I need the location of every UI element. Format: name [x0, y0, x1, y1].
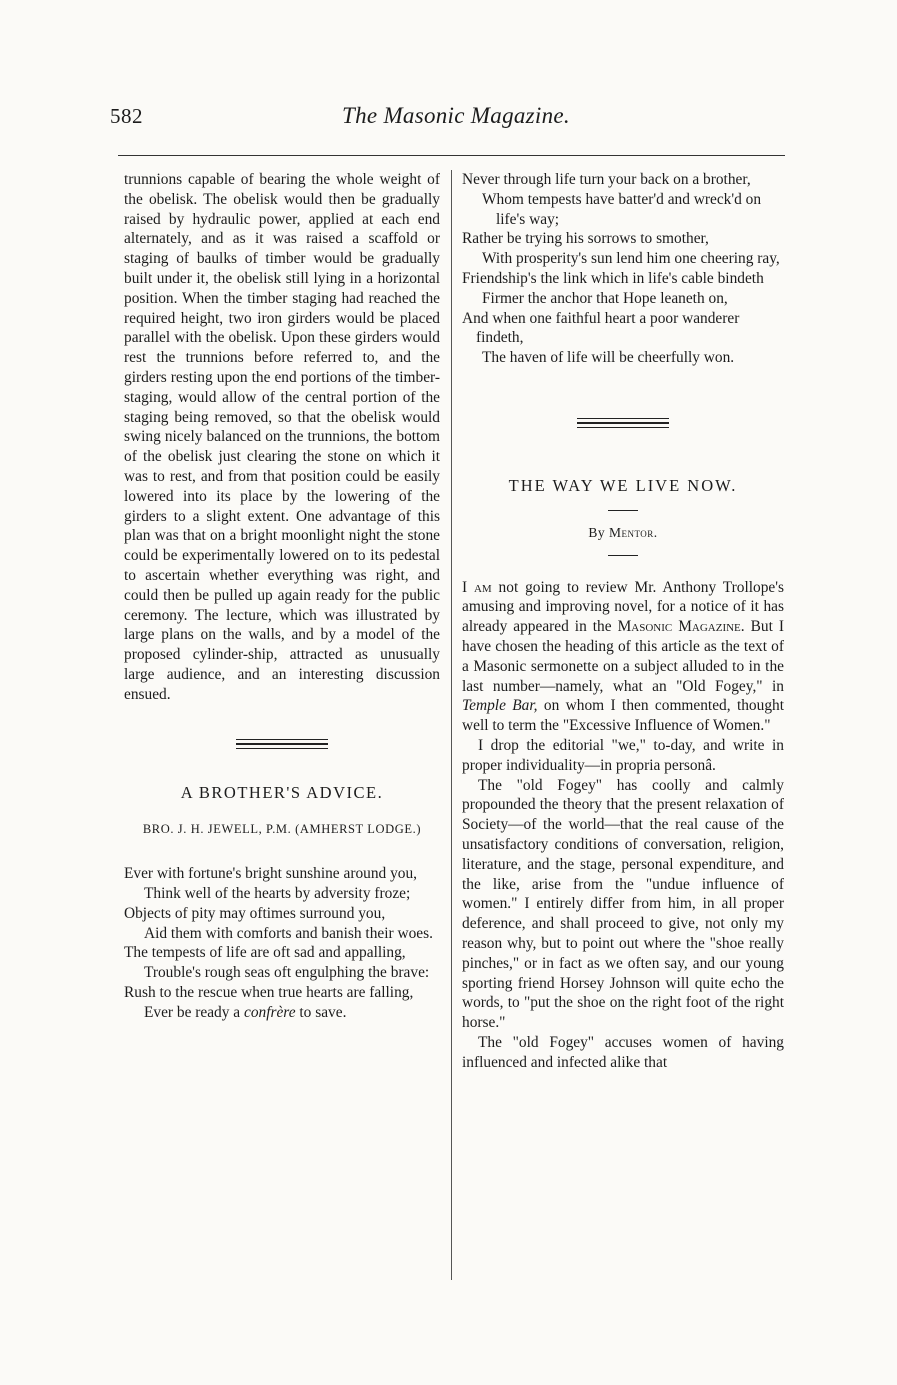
drop-cap-text: I am	[462, 578, 492, 596]
poem-line-last-end: to save.	[295, 1003, 347, 1021]
article-paragraph-1	[462, 578, 784, 736]
right-column	[462, 170, 784, 1072]
poem-line: Objects of pity may oftimes surround you,	[124, 904, 386, 922]
poem-line: Aid them with comforts and banish their woes.	[144, 924, 433, 942]
article-paragraph-2: I drop the editorial "we," to-day, and write in proper individuality—in propria personâ.	[462, 736, 784, 774]
byline-by: By	[588, 524, 606, 540]
p1-part1: not going to review Mr. Anthony Trollope's amusing and improving novel, for a notice of it has already appeared in the	[462, 578, 784, 636]
poem-line: Rather be trying his sorrows to smother,	[462, 230, 709, 248]
article-title: THE WAY WE LIVE NOW.	[508, 475, 738, 495]
poem-verse-left	[124, 864, 440, 1022]
poem-verse-right	[462, 170, 784, 368]
poem-line: Rush to the rescue when true hearts are falling,	[124, 983, 414, 1001]
confrere-word: confrère	[243, 1003, 296, 1021]
poem-author: BRO. J. H. JEWELL, P.M. (AMHERST LODGE.)	[142, 822, 422, 837]
page-number: 582	[110, 104, 143, 128]
poem-line: Friendship's the link which in life's cable bindeth	[462, 269, 764, 287]
poem-line: And when one faithful heart a poor wanderer findeth,	[462, 309, 740, 347]
p1-part2: But I have chosen the heading of this article as the text of a Masonic sermonette on a subject alluded to in the last number—namely, what an "Old Fogey," in	[462, 618, 784, 695]
poem-title: A BROTHER'S ADVICE.	[180, 782, 384, 802]
poem-line-last	[124, 1003, 440, 1023]
section-ornament-rule	[236, 739, 328, 749]
poem-line: Think well of the hearts by adversity froze;	[144, 884, 411, 902]
column-divider	[451, 170, 452, 1280]
poem-line: Trouble's rough seas oft engulphing the brave:	[144, 964, 430, 982]
poem-line-last-start: Ever be ready a	[144, 1003, 244, 1021]
left-column	[124, 170, 440, 1022]
obelisk-paragraph: trunnions capable of bearing the whole weight of the obelisk. The obelisk would then be gradually raised by hydraulic power, applied at each end alternately, and as it was raised a scaffold or staging of baulks of timber would be gradually built under it, the obelisk still lying in a horizontal position. When the timber staging had reached the required height, two iron girders would be placed parallel with the obelisk. Upon these girders would rest the trunnions before referred to, and the girders resting upon the end portions of the timber-staging, would allow of the central portion of the staging being removed, so that the obelisk would swing nicely balanced on the trunnions, the bottom of the obelisk just clearing the stone on which it was to rest, and from that position could be easily lowered into its place by the lowering of the girders to a slight extent. One advantage of this plan was that on a bright moonlight night the stone could be experimentally lowered on to its pedestal to ascertain whether everything was right, and could then be pulled up again ready for the public ceremony. The lecture, which was illustrated by large plans on the walls, and by a model of the proposed cylinder-ship, attracted as unusually large audience, and an interesting discussion ensued.	[124, 171, 440, 703]
poem-line: With prosperity's sun lend him one cheering ray,	[482, 250, 780, 268]
magazine-name: Masonic Magazine.	[617, 618, 745, 636]
header-rule	[118, 155, 785, 156]
byline-name: Mentor.	[608, 524, 658, 540]
poem-line: The haven of life will be cheerfully won.	[482, 349, 735, 367]
poem-line: The tempests of life are oft sad and appalling,	[124, 944, 406, 962]
poem-line: Never through life turn your back on a brother,	[462, 171, 751, 188]
poem-line: Firmer the anchor that Hope leaneth on,	[482, 289, 728, 307]
poem-line: Ever with fortune's bright sunshine around you,	[124, 865, 418, 883]
temple-bar: Temple Bar,	[462, 697, 538, 715]
article-byline	[462, 523, 784, 543]
poem-line: Whom tempests have batter'd and wreck'd on life's way;	[482, 190, 762, 228]
article-paragraph-3: The "old Fogey" has coolly and calmly propounded the theory that the present relaxation of Society—of the world—that the real cause of the unsatisfactory conditions of conversation, religion, literature, and the stage, personal expenditure, and the like, arise from the "undue influence of women." I entirely differ from him, in all proper deference, and shall proceed to give, not only my reason why, but to point out where the "shoe really pinches," or in fact as we often say, and our young sporting friend Horsey Johnson will quite echo the words, to "put the shoe on the right foot of the right horse."	[462, 776, 784, 1032]
section-ornament-rule	[577, 418, 669, 428]
p1-part3: on whom I then commented, thought well to term the "Excessive Influence of Women."	[462, 697, 784, 735]
running-title: The Masonic Magazine.	[342, 103, 570, 128]
article-paragraph-4: The "old Fogey" accuses women of having influenced and infected alike that	[462, 1033, 784, 1071]
